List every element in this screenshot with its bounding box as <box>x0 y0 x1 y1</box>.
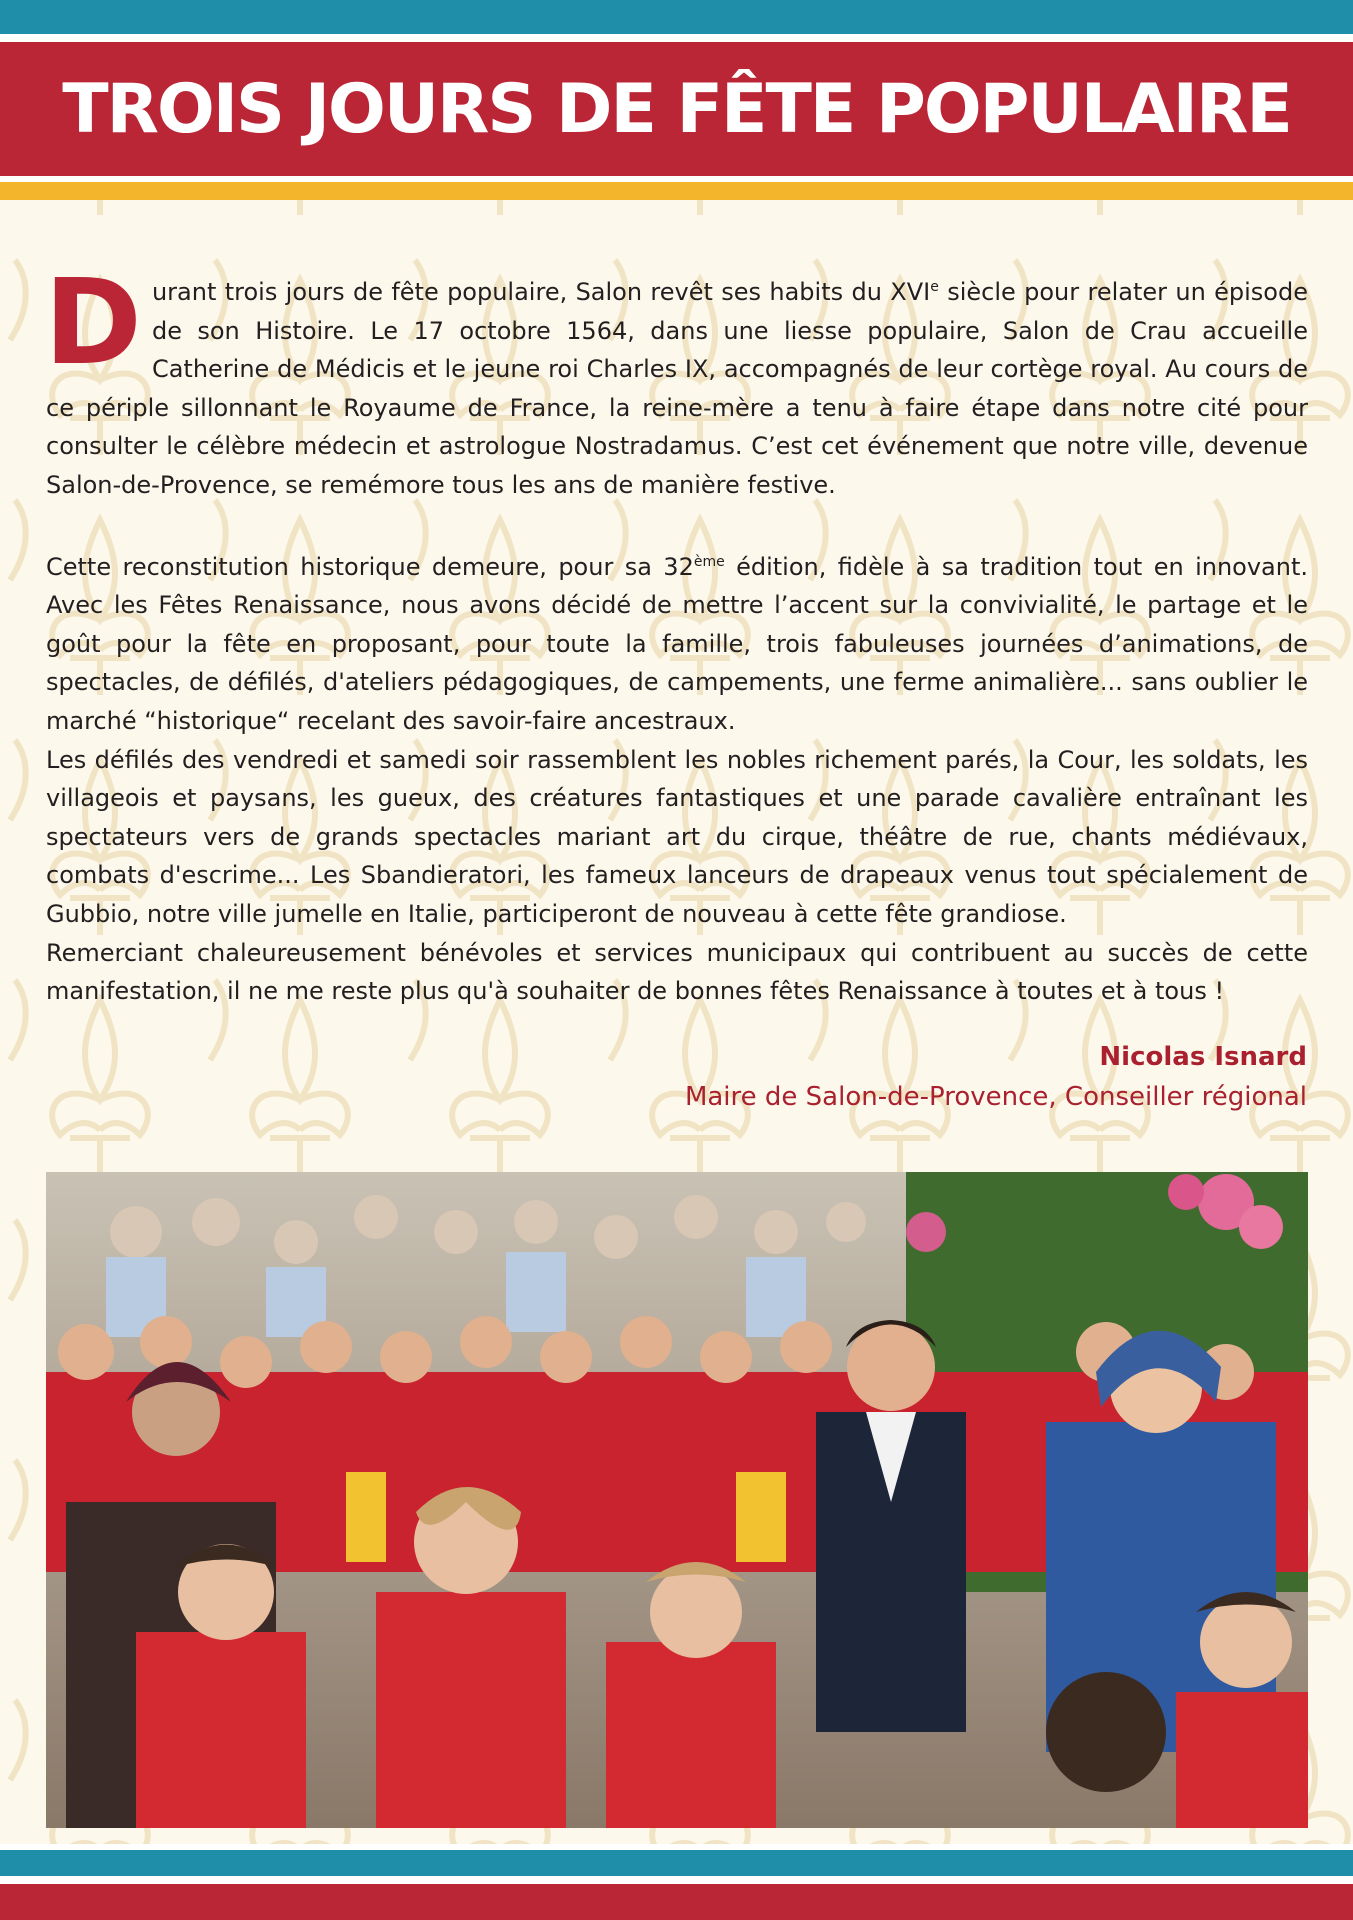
century-superscript: e <box>930 279 939 295</box>
yellow-stripe <box>0 182 1353 200</box>
top-white-stripe <box>0 34 1353 42</box>
bottom-white-stripe-2 <box>0 1876 1353 1884</box>
paragraph-thanks: Remerciant chaleureusement bénévoles et services municipaux qui contribuent au succès de cette manifestation, il ne me reste plus qu'à souhaiter de bonnes fêtes Renaissance à toutes et à tous ! <box>46 938 1308 1006</box>
title-banner <box>0 42 1353 176</box>
top-blue-band <box>0 0 1353 34</box>
page-title: TROIS JOURS DE FÊTE POPULAIRE <box>62 69 1291 149</box>
bottom-blue-band <box>0 1850 1353 1876</box>
intro-paragraph <box>44 253 1308 505</box>
paragraph-parades: Les défilés des vendredi et samedi soir rassemblent les nobles richement parés, la Cour, les soldats, les villageois et paysans, les gueux, des créatures fantastiques et une parade cavalière entraînant les spectateurs vers de grands spectacles mariant art du cirque, théâtre de rue, chants médiévaux, combats d'escrime... Les Sbandieratori, les fameux lanceurs de drapeaux venus tout spécialement de Gubbio, notre ville jumelle en Italie, participeront de nouveau à cette fête grandiose. <box>46 745 1308 928</box>
intro-text-rest: siècle pour relater un épisode de son Histoire. Le 17 octobre 1564, dans une liesse populaire, Salon de Crau accueille Catherine de Médicis et le jeune roi Charles IX, accompagnés de leur cortège royal. Au cours de ce périple sillonnant le Royaume de France, la reine-mère a tenu à faire étape dans notre cité pour consulter le célèbre médecin et astrologue Nostradamus. C’est cet événement que notre ville, devenue Salon-de-Provence, se remémore tous les ans de manière festive. <box>46 278 1308 499</box>
article-body <box>44 253 1308 1011</box>
paragraph-edition <box>46 543 1308 741</box>
drop-cap: D <box>44 253 142 391</box>
intro-text-start: urant trois jours de fête populaire, Salon revêt ses habits du XVI <box>151 278 931 306</box>
signature-name: Nicolas Isnard <box>1099 1042 1307 1072</box>
edition-text-start: Cette reconstitution historique demeure, pour sa 32 <box>46 552 694 581</box>
festival-crowd-photo <box>46 1172 1308 1828</box>
photo-illustration <box>46 1172 1308 1828</box>
bottom-red-band <box>0 1884 1353 1920</box>
signature-role: Maire de Salon-de-Provence, Conseiller régional <box>684 1082 1307 1112</box>
edition-superscript: ème <box>693 553 725 570</box>
edition-text-rest: édition, fidèle à sa tradition tout en innovant. Avec les Fêtes Renaissance, nous avons décidé de mettre l’accent sur la convivialité, le partage et le goût pour la fête en proposant, pour toute la famille, trois fabuleuses journées d’animations, de spectacles, de défilés, d'ateliers pédagogiques, de campements, une ferme animalière... sans oublier le marché “historique“ recelant des savoir-faire ancestraux. <box>46 552 1308 735</box>
